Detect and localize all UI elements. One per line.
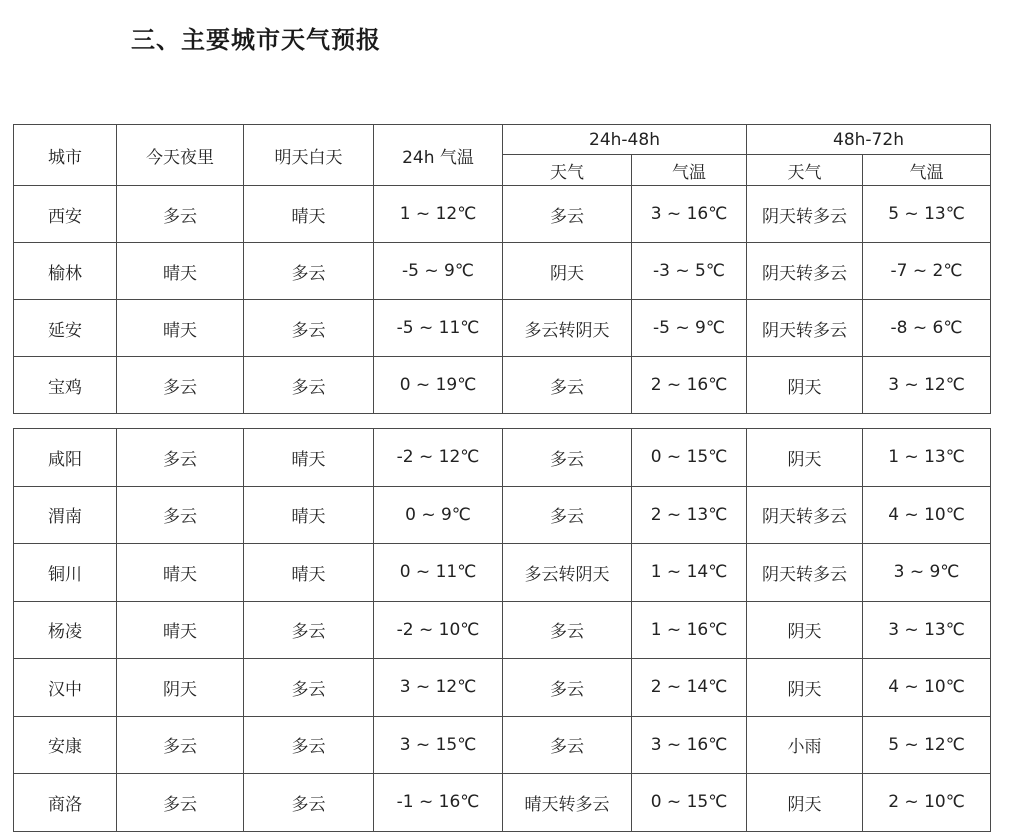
forecast-table-bottom	[13, 428, 991, 832]
cell-tonight: 多云	[117, 186, 244, 243]
cell-temp-24h: 3 ~ 12℃	[374, 659, 503, 717]
header-weather-24-48: 天气	[503, 155, 632, 186]
cell-temp-48-72: 3 ~ 9℃	[863, 544, 991, 602]
table-row	[14, 774, 991, 832]
cell-weather-48-72: 阴天转多云	[747, 300, 863, 357]
cell-tonight: 晴天	[117, 601, 244, 659]
cell-city: 榆林	[14, 243, 117, 300]
cell-temp-48-72: 4 ~ 10℃	[863, 659, 991, 717]
cell-temp-24-48: 3 ~ 16℃	[632, 186, 747, 243]
cell-weather-24-48: 多云转阴天	[503, 544, 632, 602]
header-temperature-24-48: 气温	[632, 155, 747, 186]
cell-temp-24h: -1 ~ 16℃	[374, 774, 503, 832]
cell-tomorrow-day: 多云	[244, 716, 374, 774]
cell-temp-24-48: 2 ~ 14℃	[632, 659, 747, 717]
header-group-48-72: 48h-72h	[747, 125, 991, 155]
cell-city: 延安	[14, 300, 117, 357]
cell-weather-48-72: 阴天转多云	[747, 243, 863, 300]
cell-weather-24-48: 多云	[503, 659, 632, 717]
cell-temp-24h: 3 ~ 15℃	[374, 716, 503, 774]
cell-temp-48-72: -7 ~ 2℃	[863, 243, 991, 300]
cell-tonight: 晴天	[117, 300, 244, 357]
cell-weather-48-72: 阴天	[747, 429, 863, 487]
header-tomorrow-day: 明天白天	[244, 125, 374, 186]
cell-temp-48-72: -8 ~ 6℃	[863, 300, 991, 357]
cell-weather-24-48: 晴天转多云	[503, 774, 632, 832]
cell-temp-48-72: 3 ~ 13℃	[863, 601, 991, 659]
cell-tonight: 多云	[117, 357, 244, 414]
cell-weather-48-72: 阴天转多云	[747, 486, 863, 544]
table-row	[14, 300, 991, 357]
header-city: 城市	[14, 125, 117, 186]
cell-temp-24h: -2 ~ 12℃	[374, 429, 503, 487]
cell-temp-48-72: 4 ~ 10℃	[863, 486, 991, 544]
table-row	[14, 544, 991, 602]
cell-temp-48-72: 3 ~ 12℃	[863, 357, 991, 414]
table-row	[14, 357, 991, 414]
cell-temp-24h: 0 ~ 11℃	[374, 544, 503, 602]
cell-tonight: 多云	[117, 429, 244, 487]
cell-city: 汉中	[14, 659, 117, 717]
cell-tonight: 晴天	[117, 544, 244, 602]
cell-tomorrow-day: 多云	[244, 774, 374, 832]
cell-weather-48-72: 阴天	[747, 774, 863, 832]
cell-temp-24h: 0 ~ 9℃	[374, 486, 503, 544]
header-group-24-48: 24h-48h	[503, 125, 747, 155]
cell-temp-48-72: 5 ~ 13℃	[863, 186, 991, 243]
cell-weather-48-72: 阴天	[747, 659, 863, 717]
cell-city: 西安	[14, 186, 117, 243]
cell-tonight: 多云	[117, 716, 244, 774]
cell-weather-48-72: 小雨	[747, 716, 863, 774]
cell-temp-24h: -2 ~ 10℃	[374, 601, 503, 659]
table-row	[14, 659, 991, 717]
header-tonight: 今天夜里	[117, 125, 244, 186]
header-weather-48-72: 天气	[747, 155, 863, 186]
cell-temp-24h: -5 ~ 11℃	[374, 300, 503, 357]
cell-temp-48-72: 2 ~ 10℃	[863, 774, 991, 832]
cell-temp-24-48: 2 ~ 16℃	[632, 357, 747, 414]
cell-tonight: 多云	[117, 486, 244, 544]
header-temp-24h: 24h 气温	[374, 125, 503, 186]
table-row	[14, 716, 991, 774]
forecast-table-top	[13, 124, 991, 414]
cell-city: 铜川	[14, 544, 117, 602]
cell-tomorrow-day: 多云	[244, 357, 374, 414]
cell-tomorrow-day: 晴天	[244, 486, 374, 544]
cell-tomorrow-day: 多云	[244, 659, 374, 717]
cell-temp-48-72: 1 ~ 13℃	[863, 429, 991, 487]
table-row	[14, 486, 991, 544]
cell-weather-48-72: 阴天转多云	[747, 186, 863, 243]
cell-tomorrow-day: 晴天	[244, 544, 374, 602]
cell-weather-24-48: 多云	[503, 601, 632, 659]
cell-temp-24h: 0 ~ 19℃	[374, 357, 503, 414]
cell-temp-48-72: 5 ~ 12℃	[863, 716, 991, 774]
cell-temp-24-48: -3 ~ 5℃	[632, 243, 747, 300]
cell-temp-24-48: -5 ~ 9℃	[632, 300, 747, 357]
cell-weather-48-72: 阴天	[747, 357, 863, 414]
cell-weather-24-48: 多云转阴天	[503, 300, 632, 357]
cell-tonight: 阴天	[117, 659, 244, 717]
table-row	[14, 186, 991, 243]
cell-city: 商洛	[14, 774, 117, 832]
cell-city: 咸阳	[14, 429, 117, 487]
cell-temp-24-48: 0 ~ 15℃	[632, 429, 747, 487]
cell-tomorrow-day: 晴天	[244, 186, 374, 243]
cell-temp-24-48: 3 ~ 16℃	[632, 716, 747, 774]
cell-temp-24h: -5 ~ 9℃	[374, 243, 503, 300]
cell-tonight: 晴天	[117, 243, 244, 300]
cell-city: 安康	[14, 716, 117, 774]
cell-tonight: 多云	[117, 774, 244, 832]
cell-weather-24-48: 多云	[503, 429, 632, 487]
cell-tomorrow-day: 多云	[244, 300, 374, 357]
cell-temp-24-48: 1 ~ 16℃	[632, 601, 747, 659]
cell-weather-24-48: 多云	[503, 716, 632, 774]
cell-weather-48-72: 阴天转多云	[747, 544, 863, 602]
cell-temp-24h: 1 ~ 12℃	[374, 186, 503, 243]
cell-tomorrow-day: 晴天	[244, 429, 374, 487]
cell-temp-24-48: 2 ~ 13℃	[632, 486, 747, 544]
cell-city: 渭南	[14, 486, 117, 544]
table-row	[14, 601, 991, 659]
cell-temp-24-48: 0 ~ 15℃	[632, 774, 747, 832]
cell-city: 杨凌	[14, 601, 117, 659]
header-temperature-48-72: 气温	[863, 155, 991, 186]
table-row	[14, 429, 991, 487]
cell-weather-48-72: 阴天	[747, 601, 863, 659]
cell-weather-24-48: 多云	[503, 486, 632, 544]
table-row	[14, 243, 991, 300]
cell-tomorrow-day: 多云	[244, 243, 374, 300]
cell-tomorrow-day: 多云	[244, 601, 374, 659]
cell-weather-24-48: 多云	[503, 357, 632, 414]
cell-weather-24-48: 阴天	[503, 243, 632, 300]
page-title: 三、主要城市天气预报	[131, 26, 381, 54]
cell-city: 宝鸡	[14, 357, 117, 414]
cell-temp-24-48: 1 ~ 14℃	[632, 544, 747, 602]
cell-weather-24-48: 多云	[503, 186, 632, 243]
